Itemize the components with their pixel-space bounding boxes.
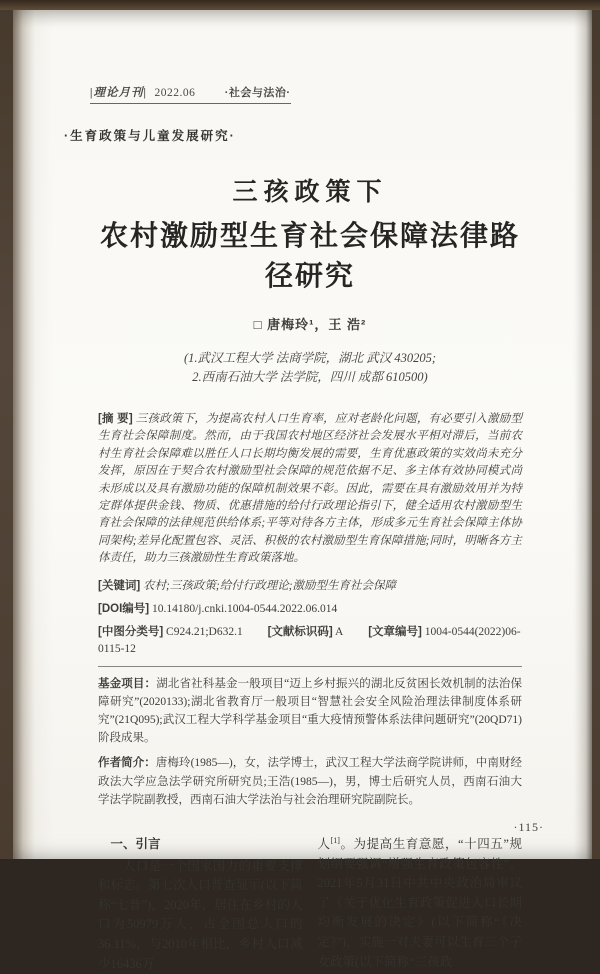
author-bio-label: 作者简介： [98, 757, 156, 770]
funding-note [98, 675, 522, 748]
doc-code-pair [268, 626, 344, 638]
abstract-label: [摘 要] [98, 413, 133, 425]
paper-sheet [13, 10, 592, 971]
author-bio-note [98, 754, 522, 809]
doi-value: 10.14180/j.cnki.1004-0544.2022.06.014 [151, 602, 338, 615]
journal-header-row [90, 10, 522, 104]
author-bio-text: 唐梅玲(1985—)，女，法学博士，武汉工程大学法商学院讲师，中南财经政法大学应急法学研究所研究员;王浩(1985—)，男，博士后研究人员，西南石油大学法学院副教授，西南石油大学法治与社会治理研究院副院长。 [98, 757, 523, 806]
right-column-text: 。为提高生育意愿，“十四五”规划纲要强调“增强生育政策包容性”。2021年5月31日中共中央政治局审议了《关于优化生育政策促进人口长期均衡发展的决定》(以下简称“《决定》”)，实施一对夫妻可以生育三个子女政策(以下简称“三孩政 [317, 837, 522, 969]
photo-frame-top [0, 0, 600, 10]
article-id-value: 1004-0544(2022)06-0115-12 [98, 625, 521, 655]
clc-value: C924.21;D632.1 [166, 625, 243, 638]
authors-line: □ 唐梅玲¹，王 浩² [253, 317, 367, 332]
clc-label: [中图分类号] [98, 625, 164, 638]
article-title [98, 172, 522, 294]
doi-label: [DOI编号] [98, 602, 150, 615]
funding-label: 基金项目： [98, 677, 157, 690]
classification-line [98, 624, 522, 658]
journal-issue: 2022.06 [154, 87, 196, 99]
right-column-lead: 人 [317, 837, 331, 852]
journal-name: |理论月刊| [90, 87, 148, 99]
doi-line [98, 601, 522, 618]
research-section-label: ·生育政策与儿童发展研究· [64, 129, 236, 143]
introduction-heading: 一、引言 [110, 837, 161, 852]
article-id-label: [文章编号] [368, 625, 422, 638]
footnote-marker: [1] [330, 835, 340, 845]
keywords-value: 农村;三孩政策;给付行政理论;激励型生育社会保障 [143, 579, 397, 592]
keywords-line [98, 578, 522, 595]
affiliation-line2: 2.西南石油大学 法学院，四川 成都 610500) [192, 370, 428, 384]
abstract-text: 三孩政策下，为提高农村人口生育率，应对老龄化问题，有必要引入激励型生育社会保障制度。然而，由于我国农村地区经济社会发展水平相对滞后，当前农村生育社会保障难以胜任人口长期均衡发展的需要，生育优惠政策的实效尚未充分发挥，原因在于契合农村激励型社会保障的规范依据不足、多主体有效协同模式尚未形成以及具有激励功能的保障机制效果不彰。因此，需要在具有激励效用并为特定群体提供金钱、物质、优惠措施的给付行政理论指引下，健全适用农村激励型生育社会保障的法律规范供给体系;平等对待各方主体，形成多元生育社会保障主体协同架构;差异化配置包容、灵活、积极的农村激励型生育保障措施;同时，明晰各方主体责任，助力三孩激励性生育政策落地。 [98, 413, 523, 565]
body-left-column [98, 835, 303, 974]
funding-text: 湖北省社科基金一般项目“迈上乡村振兴的湖北反贫困长效机制的法治保障研究”(2020133);湖北省教育厅一般项目“智慧社会安全风险治理法律制度体系研究”(21Q095);武汉工程大学科学基金项目“重大疫情预警体系法律问题研究”(20QD71)阶段成果。 [98, 677, 522, 745]
article-title-line2: 农村激励型生育社会保障法律路径研究 [99, 221, 520, 292]
page-number: ·115· [513, 820, 544, 834]
affiliation-line1: (1.武汉工程大学 法商学院，湖北 武汉 430205; [183, 351, 437, 365]
article-title-line1: 三孩政策下 [232, 179, 388, 206]
introduction-paragraph-left: 人口是一个国家国力的重要支撑和标志。第七次人口普查显示(以下简称“七普”)，2020年，居住在乡村的人口为50979万人，占全国总人口的36.11%，与2010年相比，乡村人口减少16436万 [98, 858, 303, 971]
affiliations [98, 349, 522, 387]
body-right-column [318, 835, 523, 974]
journal-header [90, 84, 291, 104]
page-content [64, 10, 523, 971]
doc-code-label: [文献标识码] [267, 625, 333, 638]
doc-code-value: A [335, 625, 344, 638]
clc-pair [98, 626, 243, 638]
abstract-paragraph [98, 411, 522, 568]
metadata-divider [98, 666, 522, 667]
keywords-label: [关键词] [98, 579, 141, 592]
journal-column-label: ·社会与法治· [224, 87, 291, 99]
body-two-columns [98, 835, 522, 974]
